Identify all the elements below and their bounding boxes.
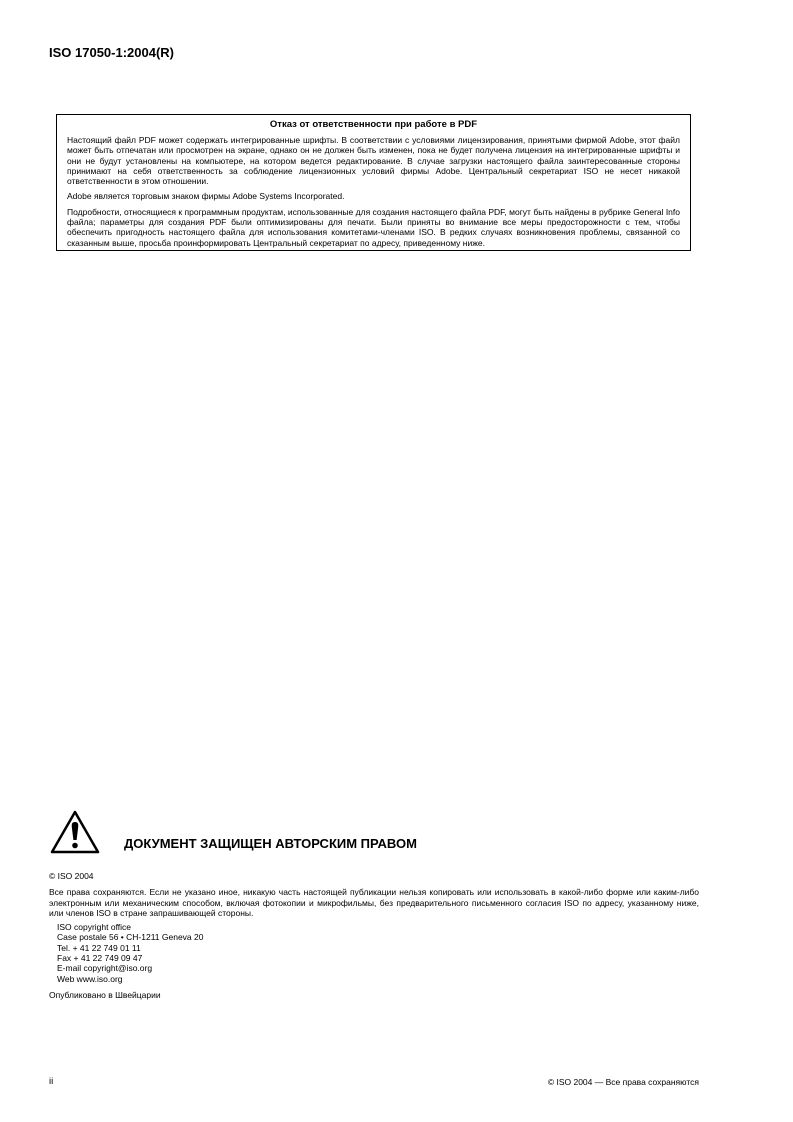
rights-statement: Все права сохраняются. Если не указано иное, никакую часть настоящей публикации нельзя копировать или использовать в какой-либо форме или каким-либо электронным или механическим способом, включая фотокопии и микрофильмы, без предварительного письменного согласия ISO по адресу, указанному ниже, или членов ISO в стране запрашивающей стороны.	[49, 887, 699, 918]
warning-icon	[49, 809, 101, 855]
disclaimer-paragraph-1: Настоящий файл PDF может содержать интегрированные шрифты. В соответствии с условиями лицензирования, принятыми фирмой Adobe, этот файл может быть отпечатан или просмотрен на экране, однако он не должен быть изменен, пока не будет получена лицензия на интегрированные шрифты и они не будут установлены на компьютере, на котором ведется редактирование. В случае загрузки настоящего файла заинтересованные стороны принимают на себя ответственность за соблюдение лицензионных условий фирмы Adobe. Центральный секретариат ISO не несет никакой ответственности в этом отношении.	[67, 135, 680, 187]
address-line: ISO copyright office	[57, 922, 132, 933]
address-line: Web www.iso.org	[57, 973, 123, 984]
address-line: E-mail copyright@iso.org	[57, 963, 153, 974]
copyright-year: © ISO 2004	[49, 871, 94, 881]
copyright-block	[49, 871, 699, 1000]
address-line: Fax + 41 22 749 09 47	[57, 953, 143, 964]
footer-copyright: © ISO 2004 — Все права сохраняются	[547, 1077, 699, 1087]
document-id: ISO 17050-1:2004(R)	[49, 45, 175, 60]
disclaimer-title: Отказ от ответственности при работе в PDF	[269, 119, 478, 130]
disclaimer-paragraph-3: Подробности, относящиеся к программным продуктам, использованные для создания настоящего файла PDF, могут быть найдены в рубрике General Info файла; параметры для создания PDF были оптимизированы для печати. Были приняты во внимание все меры предосторожности с тем, чтобы обеспечить пригодность настоящего файла для использования комитетами-членами ISO. В редких случаях возникновения проблемы, связанной со сказанным выше, просьба проинформировать Центральный секретариат по адресу, приведенному ниже.	[67, 206, 680, 248]
page-number: ii	[49, 1076, 54, 1087]
disclaimer-paragraph-2: Adobe является торговым знаком фирмы Adobe Systems Incorporated.	[67, 191, 345, 202]
address-line: Tel. + 41 22 749 01 11	[57, 942, 141, 953]
published-in: Опубликовано в Швейцарии	[49, 989, 161, 1000]
pdf-disclaimer-box	[56, 114, 691, 251]
address-line: Case postale 56 • CH-1211 Geneva 20	[57, 932, 204, 943]
iso-address	[57, 922, 699, 984]
copyright-warning-title: ДОКУМЕНТ ЗАЩИЩЕН АВТОРСКИМ ПРАВОМ	[124, 836, 417, 851]
